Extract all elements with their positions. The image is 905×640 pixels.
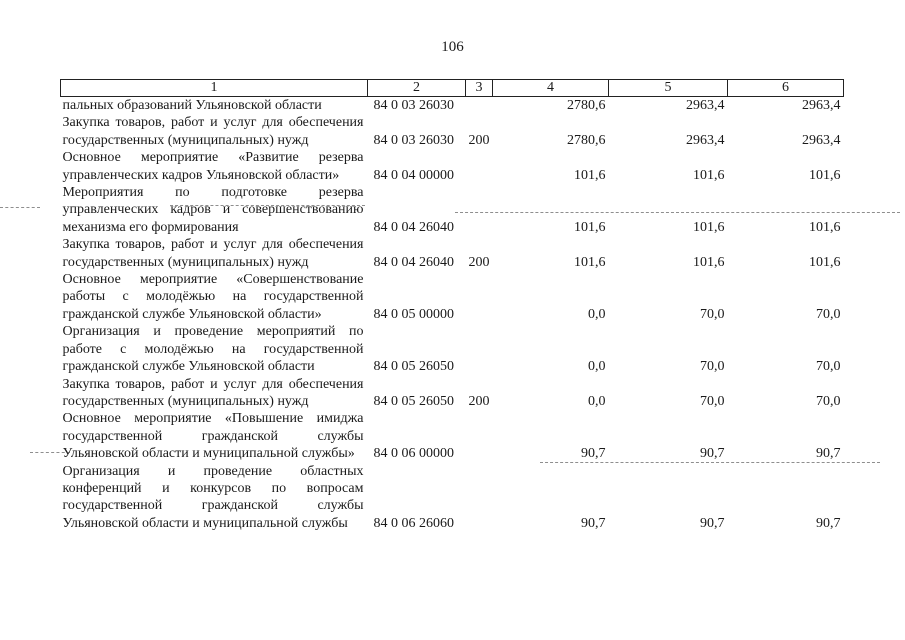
row-value-col6: 70,0 bbox=[816, 359, 841, 375]
row-value-col5: 2963,4 bbox=[686, 98, 725, 113]
row-value-col6: 101,6 bbox=[809, 219, 841, 235]
row-code: 84 0 06 26060 bbox=[373, 515, 454, 531]
header-col-1: 1 bbox=[61, 80, 368, 97]
row-value-col6: 90,7 bbox=[816, 446, 841, 462]
row-expense-type bbox=[466, 184, 493, 236]
row-name: Закупка товаров, работ и услуг для обеспечения государственных (муниципальных) нужд bbox=[62, 376, 364, 409]
row-code: 84 0 05 26050 bbox=[373, 393, 454, 409]
table-row bbox=[61, 376, 844, 411]
scan-artifact-line bbox=[30, 452, 70, 454]
row-name: Основное мероприятие «Совершенствование работы с молодёжью на государственной гражданской службе Ульяновской области» bbox=[62, 272, 364, 322]
header-col-2: 2 bbox=[368, 80, 466, 97]
row-value-col6: 70,0 bbox=[816, 306, 841, 322]
row-value-col5: 70,0 bbox=[700, 359, 725, 375]
row-code: 84 0 04 26040 bbox=[373, 254, 454, 270]
table-row bbox=[61, 271, 844, 323]
row-expense-type bbox=[466, 463, 493, 533]
row-name: Организация и проведение мероприятий по работе с молодёжью на государственной гражданской службе Ульяновской области bbox=[62, 324, 364, 375]
row-value-col5: 90,7 bbox=[700, 446, 725, 462]
budget-table bbox=[60, 79, 844, 532]
row-expense-type: 200 bbox=[468, 132, 490, 148]
row-value-col5: 101,6 bbox=[693, 167, 725, 183]
row-value-col6: 2963,4 bbox=[802, 98, 841, 113]
row-code: 84 0 05 00000 bbox=[373, 306, 454, 322]
row-code: 84 0 05 26050 bbox=[373, 359, 454, 375]
header-col-5: 5 bbox=[609, 80, 728, 97]
table-row bbox=[61, 323, 844, 375]
row-value-col5: 70,0 bbox=[700, 393, 725, 409]
row-expense-type bbox=[466, 149, 493, 184]
row-name: пальных образований Ульяновской области bbox=[62, 98, 322, 113]
row-value-col4: 0,0 bbox=[588, 306, 606, 322]
row-value-col5: 101,6 bbox=[693, 219, 725, 235]
row-value-col5: 101,6 bbox=[693, 254, 725, 270]
row-code: 84 0 03 26030 bbox=[373, 132, 454, 148]
row-value-col4: 2780,6 bbox=[567, 132, 606, 148]
header-col-6: 6 bbox=[728, 80, 844, 97]
row-value-col4: 90,7 bbox=[581, 515, 606, 531]
table-row bbox=[61, 184, 844, 236]
row-name: Основное мероприятие «Развитие резерва управленческих кадров Ульяновской области» bbox=[62, 150, 364, 183]
row-code: 84 0 04 00000 bbox=[373, 167, 454, 183]
table-row bbox=[61, 114, 844, 149]
scan-artifact-line bbox=[540, 462, 880, 464]
row-value-col4: 90,7 bbox=[581, 446, 606, 462]
row-value-col4: 101,6 bbox=[574, 219, 606, 235]
row-value-col6: 101,6 bbox=[809, 167, 841, 183]
table-row bbox=[61, 463, 844, 533]
table-row bbox=[61, 97, 844, 115]
table-body bbox=[61, 97, 844, 533]
row-code: 84 0 03 26030 bbox=[373, 98, 454, 113]
row-value-col6: 101,6 bbox=[809, 254, 841, 270]
row-expense-type bbox=[466, 323, 493, 375]
row-expense-type: 200 bbox=[468, 254, 490, 270]
row-name: Закупка товаров, работ и услуг для обеспечения государственных (муниципальных) нужд bbox=[62, 237, 364, 270]
header-col-4: 4 bbox=[493, 80, 609, 97]
row-expense-type: 200 bbox=[468, 393, 490, 409]
row-expense-type bbox=[466, 410, 493, 462]
row-value-col4: 101,6 bbox=[574, 254, 606, 270]
row-name: Мероприятия по подготовке резерва управленческих кадров и совершенствованию механизма его формирования bbox=[62, 185, 364, 235]
table-row bbox=[61, 236, 844, 271]
scan-artifact-line bbox=[0, 207, 40, 209]
page-number: 106 bbox=[441, 39, 464, 55]
row-value-col6: 90,7 bbox=[816, 515, 841, 531]
row-value-col5: 2963,4 bbox=[686, 132, 725, 148]
row-name: Закупка товаров, работ и услуг для обеспечения государственных (муниципальных) нужд bbox=[62, 115, 364, 148]
table-row bbox=[61, 410, 844, 462]
header-row bbox=[61, 80, 844, 97]
table-row bbox=[61, 149, 844, 184]
row-name: Организация и проведение областных конференций и конкурсов по вопросам государственной гражданской службы Ульяновской области и муниципальной службы bbox=[62, 463, 364, 531]
row-expense-type bbox=[466, 271, 493, 323]
scan-artifact-line bbox=[170, 205, 365, 207]
row-code: 84 0 04 26040 bbox=[373, 219, 454, 235]
row-expense-type bbox=[466, 97, 493, 115]
scan-artifact-line bbox=[455, 212, 900, 214]
row-value-col5: 90,7 bbox=[700, 515, 725, 531]
row-value-col4: 101,6 bbox=[574, 167, 606, 183]
row-value-col6: 2963,4 bbox=[802, 132, 841, 148]
row-value-col4: 0,0 bbox=[588, 393, 606, 409]
row-value-col4: 0,0 bbox=[588, 359, 606, 375]
table-header bbox=[61, 80, 844, 97]
row-value-col5: 70,0 bbox=[700, 306, 725, 322]
row-code: 84 0 06 00000 bbox=[373, 446, 454, 462]
row-value-col4: 2780,6 bbox=[567, 98, 606, 113]
header-col-3: 3 bbox=[466, 80, 493, 97]
row-name: Основное мероприятие «Повышение имиджа государственной гражданской службы Ульяновской области и муниципальной службы» bbox=[62, 411, 364, 462]
row-value-col6: 70,0 bbox=[816, 393, 841, 409]
